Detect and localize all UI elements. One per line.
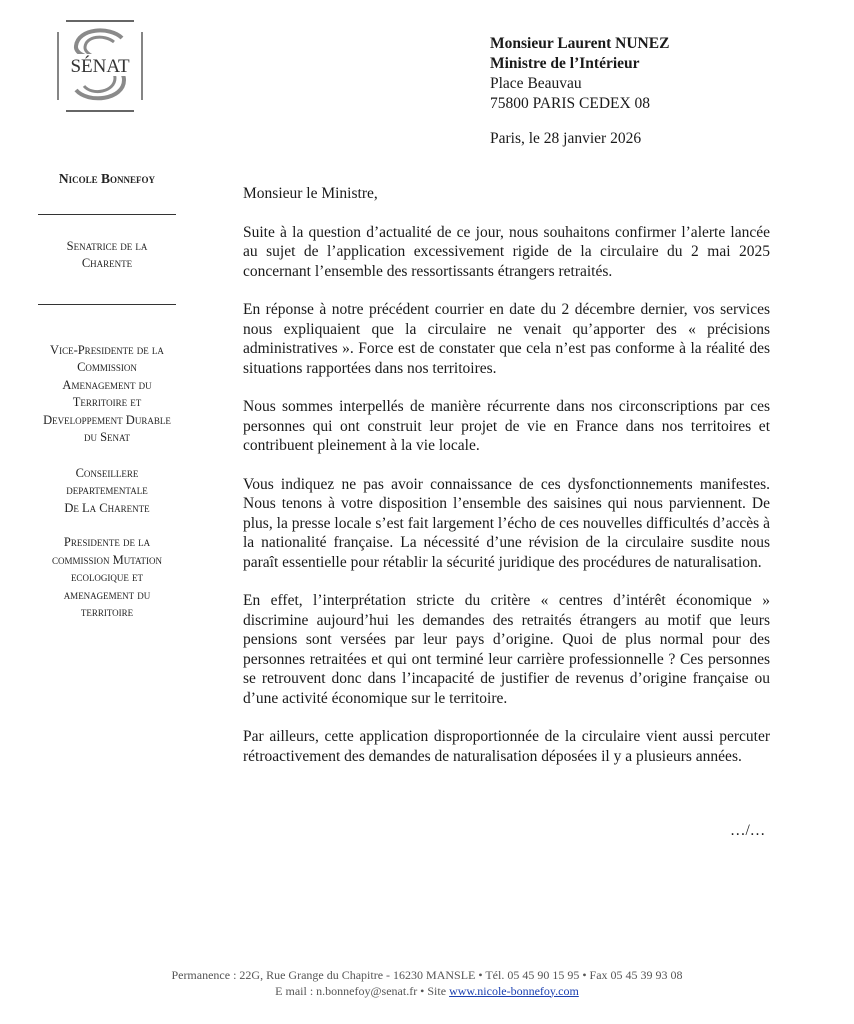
- footer-email: E mail : n.bonnefoy@senat.fr • Site: [275, 983, 450, 998]
- paragraph: En effet, l’interprétation stricte du critère « centres d’intérêt économique » discrimine aujourd’hui les demandes des retraités étrangers au motif que leurs pensions sont versées par leur pays d’origine. Quoi de plus normal pour des personnes retraitées et qui ont terminé leur carrière professionnelle ? Ces personnes se retrouvent donc dans l’incapacité de justifier de revenus d’origine française ou d’une activité économique sur le territoire.: [243, 592, 770, 707]
- logo-text: SÉNAT: [70, 56, 130, 77]
- paragraph: Par ailleurs, cette application disproportionnée de la circulaire vient aussi percuter rétroactivement des demandes de naturalisation déposées il y a plusieurs années.: [243, 728, 770, 765]
- sender-role-senator: Senatrice de la Charente: [66, 238, 148, 270]
- salutation: Monsieur le Ministre,: [243, 185, 378, 202]
- continuation-mark: …/…: [730, 822, 766, 839]
- divider: [38, 304, 176, 305]
- sender-name: Nicole Bonnefoy: [58, 171, 156, 186]
- footer-address: Permanence : 22G, Rue Grange du Chapitre - 16230 MANSLE • Tél. 05 45 90 15 95 • Fax 05 45 39 93 08: [171, 968, 683, 982]
- paragraph: Suite à la question d’actualité de ce jour, nous souhaitons confirmer l’alerte lancée au sujet de l’application excessivement rigide de la circulaire du 2 mai 2025 concernant l’ensemble des ressortissants étrangers retraités.: [243, 223, 770, 280]
- senat-logo: [52, 18, 148, 114]
- sender-role-departemental: Conseillere departementale De La Charente: [64, 465, 150, 515]
- sender-sidebar: [14, 170, 200, 622]
- sender-role-mutation: Presidente de la commission Mutation ecologique et amenagement du territoire: [51, 535, 163, 619]
- recipient-block: [490, 34, 669, 114]
- letter-body: [243, 184, 770, 766]
- sender-role-commission: Vice-Presidente de la Commission Amenagement du Territoire et Developpement Durable du Senat: [43, 342, 171, 444]
- recipient-title: Ministre de l’Intérieur: [490, 55, 640, 72]
- paragraph: Vous indiquez ne pas avoir connaissance de ces dysfonctionnements manifestes. Nous tenons à votre disposition l’ensemble des saisines qui nous parviennent. De plus, la presse locale s’est fait largement l’écho de ces nouvelles difficultés d’accès à la nationalité française. La nécessité d’une révision de la circulaire susdite nous paraît essentielle pour rétablir la sécurité juridique des procédures de naturalisation.: [243, 475, 770, 571]
- letter-date: Paris, le 28 janvier 2026: [490, 130, 642, 147]
- recipient-address-line-2: 75800 PARIS CEDEX 08: [490, 95, 651, 112]
- footer: [0, 968, 854, 999]
- paragraph: Nous sommes interpellés de manière récurrente dans nos circonscriptions par ces personnes qui ont construit leur projet de vie en France dans nos territoires et contribuent pleinement à la vie locale.: [243, 398, 770, 454]
- website-link[interactable]: www.nicole-bonnefoy.com: [449, 983, 579, 998]
- recipient-name: Monsieur Laurent NUNEZ: [490, 35, 670, 52]
- footer-contact: [0, 984, 854, 1000]
- recipient-address-line-1: Place Beauvau: [490, 75, 582, 92]
- divider: [38, 214, 176, 215]
- paragraph: En réponse à notre précédent courrier en date du 2 décembre dernier, vos services nous expliquaient que la circulaire ne venait qu’apporter des « précisions administratives ». Force est de constater que cela n’est pas conforme à la réalité des situations rapportées dans nos territoires.: [243, 301, 770, 377]
